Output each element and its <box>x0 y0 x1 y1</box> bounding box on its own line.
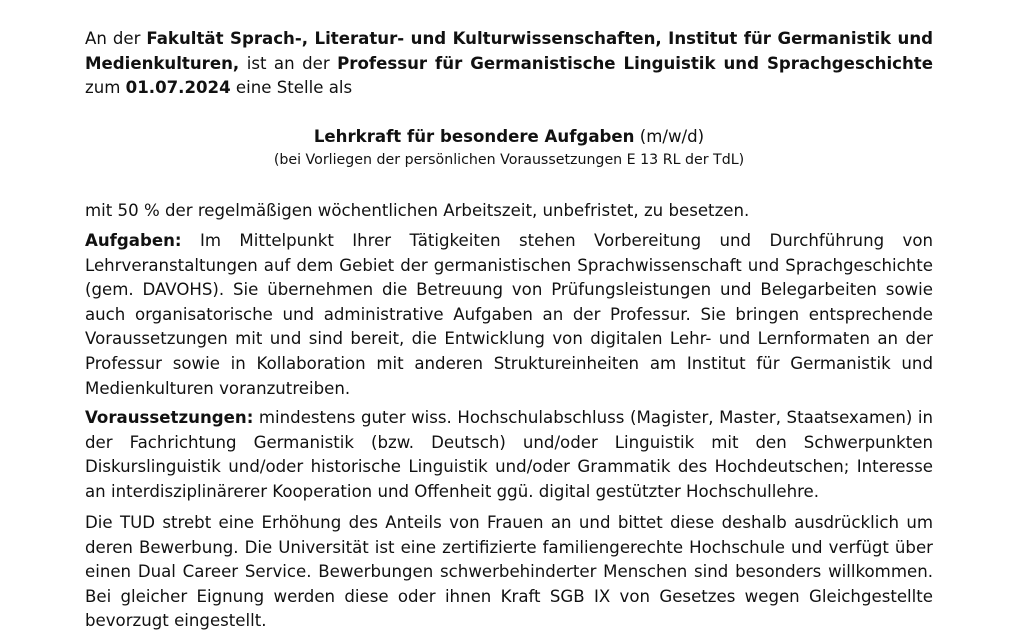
requirements-label: Voraussetzungen: <box>85 408 254 427</box>
professorship-name: Professur für Germanistische Linguistik und Sprachgeschichte <box>337 53 933 73</box>
intro-text-a: An der <box>85 29 147 48</box>
position-subtitle: (bei Vorliegen der persönlichen Voraussetzungen E 13 RL der TdL) <box>273 152 745 168</box>
intro-paragraph <box>85 27 933 101</box>
tasks-paragraph <box>85 229 933 401</box>
scope-paragraph: mit 50 % der regelmäßigen wöchentlichen Arbeitszeit, unbefristet, zu besetzen. <box>85 201 750 220</box>
requirements-text: mindestens guter wiss. Hochschulabschluss (Magister, Master, Staatsexamen) in der Fachrichtung Germanistik (bzw. Deutsch) und/oder Linguistik mit den Schwerpunkten Diskurslinguistik und/oder historische Linguistik und/oder Grammatik des Hochdeutschen; Interesse an interdisziplinärerer Kooperation und Offenheit ggü. digital gestützter Hochschullehre. <box>85 408 933 501</box>
position-title: Lehrkraft für besondere Aufgaben <box>313 127 635 146</box>
position-title-suffix: (m/w/d) <box>634 127 705 146</box>
position-title-line <box>85 125 933 149</box>
start-date: 01.07.2024 <box>125 78 231 98</box>
intro-text-e: zum <box>85 78 126 98</box>
intro-text-c: ist an der <box>239 53 338 73</box>
tasks-text: Im Mittelpunkt Ihrer Tätigkeiten stehen Vorbereitung und Durchführung von Lehrveranstaltungen auf dem Gebiet der germanistischen Sprachwissenschaft und Sprachgeschichte (gem. DAVOHS). Sie übernehmen die Betreuung von Prüfungsleistungen und Belegarbeiten sowie auch organisatorische und administrative Aufgaben an der Professur. Sie bringen entsprechende Voraussetzungen mit und sind bereit, die Entwicklung von digitalen Lehr- und Lernformaten an der Professur sowie in Kollaboration mit anderen Struktureinheiten am Institut für Germanistik und Medienkulturen voranzutreiben. <box>85 231 933 398</box>
tasks-label: Aufgaben: <box>85 231 182 250</box>
equality-paragraph: Die TUD strebt eine Erhöhung des Anteils von Frauen an und bittet diese deshalb ausdrücklich um deren Bewerbung. Die Universität ist eine zertifizierte familiengerechte Hochschule und verfügt über einen Dual Career Service. Bewerbungen schwerbehinderter Menschen sind besonders willkommen. Bei gleicher Eignung werden diese oder ihnen Kraft SGB IX von Gesetzes wegen Gleichgestellte bevorzugt eingestellt. <box>85 513 933 631</box>
faculty-institute-name: Fakultät Sprach-, Literatur- und Kulturwissenschaften, Institut für Germanistik und Medienkulturen, <box>85 29 934 73</box>
requirements-paragraph <box>85 406 933 504</box>
intro-text-g: eine Stelle als <box>230 78 353 98</box>
position-title-block <box>85 125 933 171</box>
